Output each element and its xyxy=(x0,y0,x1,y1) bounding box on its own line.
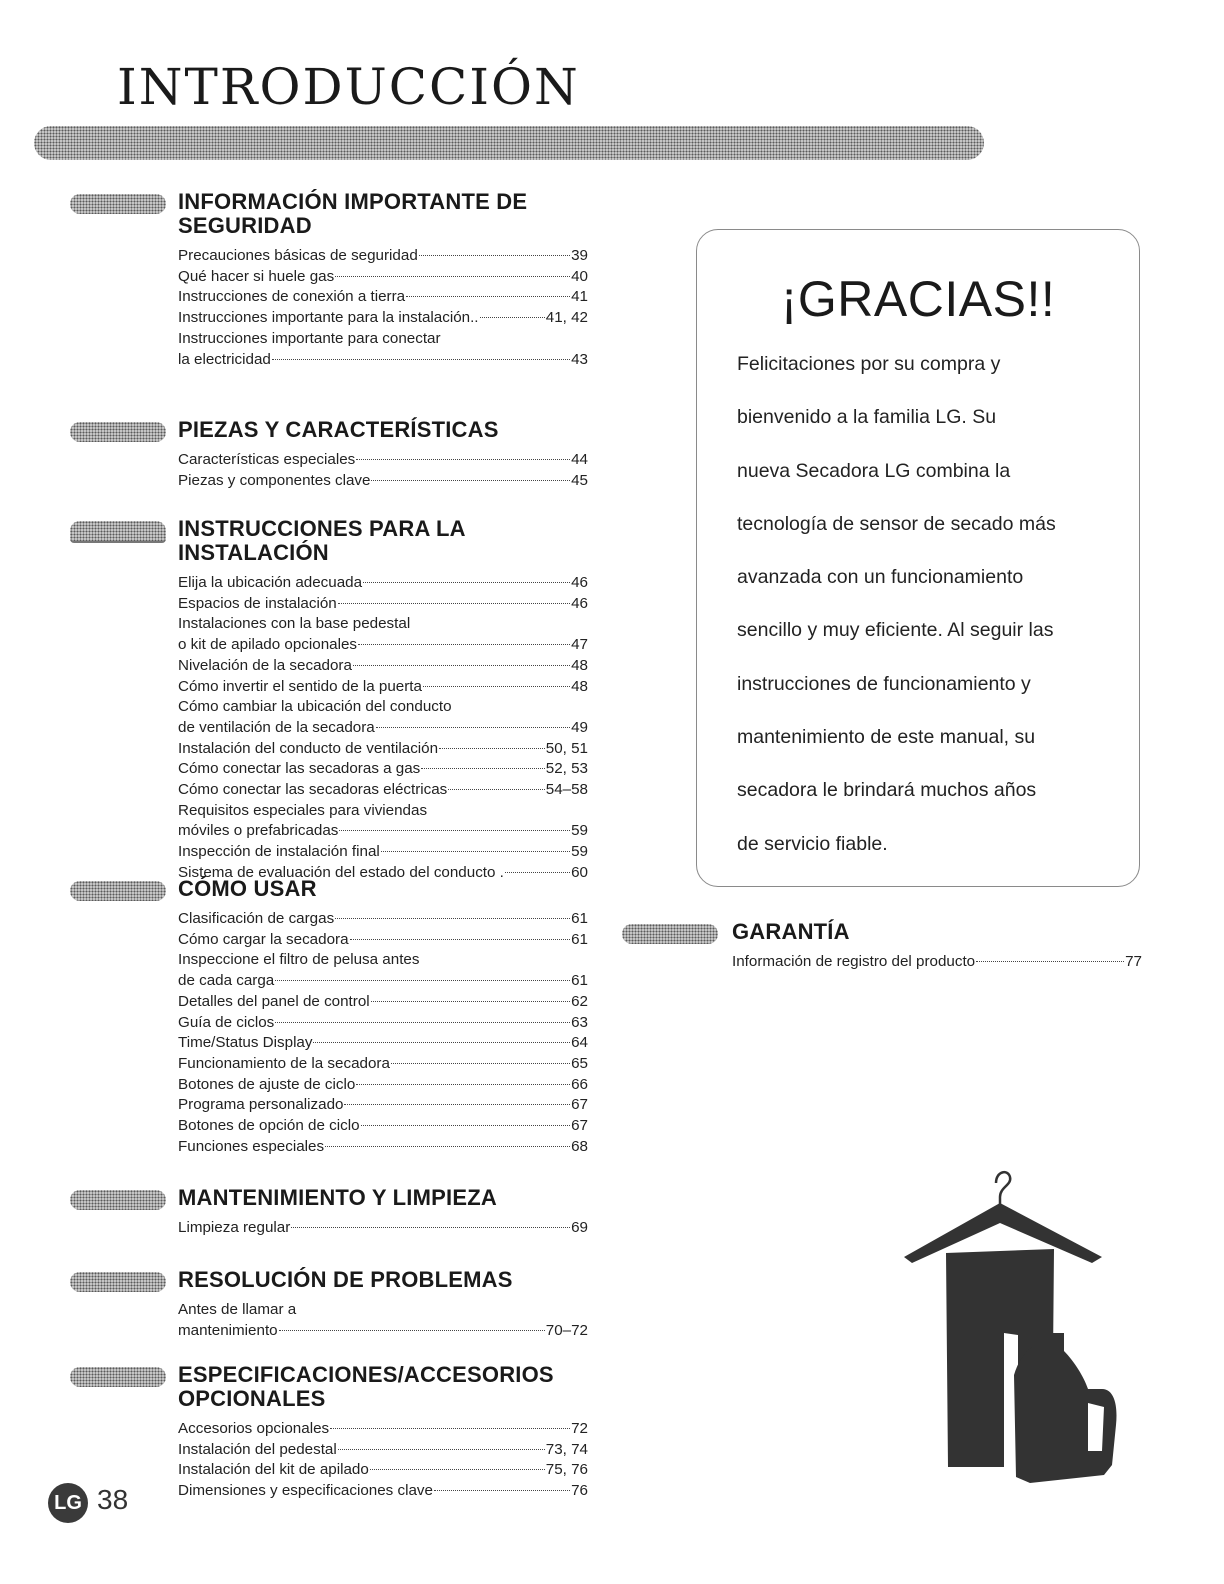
toc-entry-page: 65 xyxy=(571,1054,588,1072)
toc-entry-text: Funcionamiento de la secadora xyxy=(178,1054,390,1072)
toc-entry-text: la electricidad xyxy=(178,350,271,368)
dot-leader xyxy=(421,768,544,769)
thank-you-line: avanzada con un funcionamiento xyxy=(737,566,1024,589)
toc-entry-page: 59 xyxy=(571,822,588,840)
toc-entry xyxy=(178,656,588,677)
toc-section-problemas xyxy=(70,1268,600,1341)
section-marker xyxy=(70,1190,166,1210)
toc-entry-text: Qué hacer si huele gas xyxy=(178,267,335,285)
toc-entry xyxy=(178,1300,588,1321)
toc-entry-text: Guía de ciclos xyxy=(178,1013,275,1031)
toc-entry-page: 62 xyxy=(571,992,588,1010)
toc-entry xyxy=(178,971,588,992)
toc-entry xyxy=(178,1218,588,1239)
toc-entry xyxy=(178,1419,588,1440)
toc-entry-page: 43 xyxy=(571,350,588,368)
section-title: INFORMACIÓN IMPORTANTE DE SEGURIDAD xyxy=(178,189,528,238)
toc-entry xyxy=(178,1054,588,1075)
section-title: PIEZAS Y CARACTERÍSTICAS xyxy=(178,417,499,442)
toc-entry xyxy=(178,1116,588,1137)
toc-list xyxy=(178,573,588,884)
section-marker xyxy=(70,1367,166,1387)
dot-leader xyxy=(376,727,570,728)
dot-leader xyxy=(275,980,570,981)
toc-entry-text: o kit de apilado opcionales xyxy=(178,636,358,654)
toc-section-instalacion xyxy=(70,517,600,884)
toc-entry-text: Dimensiones y especificaciones clave xyxy=(178,1482,433,1500)
dot-leader xyxy=(275,1022,570,1023)
section-marker xyxy=(70,1272,166,1292)
toc-entry xyxy=(732,952,1142,973)
toc-entry-text: mantenimiento xyxy=(178,1321,278,1339)
toc-entry xyxy=(178,842,588,863)
section-marker xyxy=(70,422,166,442)
toc-section-especificaciones xyxy=(70,1363,600,1502)
toc-entry xyxy=(178,1137,588,1158)
dot-leader xyxy=(279,1330,545,1331)
toc-entry xyxy=(178,992,588,1013)
toc-entry-text: Accesorios opcionales xyxy=(178,1420,330,1437)
toc-entry-page: 61 xyxy=(571,910,588,927)
toc-entry xyxy=(178,1440,588,1461)
toc-entry-text: Instalaciones con la base pedestal xyxy=(178,615,411,633)
toc-entry-page: 63 xyxy=(571,1013,588,1031)
toc-entry-text: Limpieza regular xyxy=(178,1219,291,1236)
section-title: INSTRUCCIONES PARA LA INSTALACIÓN xyxy=(178,516,465,565)
toc-entry-page: 54–58 xyxy=(545,781,588,799)
toc-entry xyxy=(178,450,588,471)
section-title: CÓMO USAR xyxy=(178,876,317,901)
thank-you-line: de servicio fiable. xyxy=(737,832,888,855)
toc-section-mantenimiento xyxy=(70,1186,600,1239)
toc-entry xyxy=(178,594,588,615)
toc-entry xyxy=(178,471,588,492)
toc-list xyxy=(178,909,588,1157)
thank-you-line: tecnología de sensor de secado más xyxy=(737,512,1056,535)
toc-entry xyxy=(178,1460,588,1481)
toc-entry xyxy=(178,759,588,780)
toc-entry-text: Antes de llamar a xyxy=(178,1301,297,1318)
dot-leader xyxy=(291,1227,570,1228)
toc-entry-page: 76 xyxy=(571,1482,588,1500)
section-title: RESOLUCIÓN DE PROBLEMAS xyxy=(178,1267,513,1292)
toc-entry-text: Time/Status Display xyxy=(178,1034,313,1052)
thank-you-title: ¡GRACIAS!! xyxy=(780,271,1056,327)
dot-leader xyxy=(358,644,570,645)
dot-leader xyxy=(406,296,570,297)
toc-entry xyxy=(178,909,588,930)
toc-entry xyxy=(178,1095,588,1116)
dot-leader xyxy=(423,686,570,687)
toc-entry-text: Cómo cargar la secadora xyxy=(178,930,349,948)
dot-leader xyxy=(338,603,570,604)
dot-leader xyxy=(419,255,570,256)
dot-leader xyxy=(505,872,570,873)
toc-entry xyxy=(178,1033,588,1054)
toc-entry xyxy=(178,677,588,698)
dot-leader xyxy=(363,582,570,583)
dot-leader xyxy=(339,830,570,831)
toc-entry-text: Cómo conectar las secadoras eléctricas xyxy=(178,781,448,799)
toc-entry-page: 67 xyxy=(571,1117,588,1135)
toc-entry-text: Cómo invertir el sentido de la puerta xyxy=(178,677,422,695)
toc-entry-text: Botones de opción de ciclo xyxy=(178,1117,360,1135)
dot-leader xyxy=(439,748,545,749)
toc-entry xyxy=(178,697,588,718)
toc-entry-page: 52, 53 xyxy=(545,760,588,778)
thank-you-line: sencillo y muy eficiente. Al seguir las xyxy=(737,619,1054,642)
title-banner-bar xyxy=(34,126,984,160)
thank-you-line: nueva Secadora LG combina la xyxy=(737,459,1011,482)
toc-entry-text: Elija la ubicación adecuada xyxy=(178,574,363,591)
dot-leader xyxy=(330,1428,570,1429)
toc-entry-page: 39 xyxy=(571,247,588,264)
toc-section-seguridad xyxy=(70,190,600,370)
toc-entry-page: 46 xyxy=(571,574,588,591)
page-number: 38 xyxy=(97,1484,129,1515)
toc-entry-text: de ventilación de la secadora xyxy=(178,718,375,736)
thank-you-line: Felicitaciones por su compra y xyxy=(737,353,1001,375)
toc-entry xyxy=(178,1481,588,1502)
toc-entry xyxy=(178,780,588,801)
toc-entry-page: 66 xyxy=(571,1075,588,1093)
toc-entry xyxy=(178,246,588,267)
lg-logo: LG xyxy=(48,1483,88,1523)
dot-leader xyxy=(335,918,570,919)
toc-entry xyxy=(178,821,588,842)
toc-entry-text: Instrucciones importante para la instalación.. xyxy=(178,309,479,327)
toc-entry-text: Clasificación de cargas xyxy=(178,910,335,927)
toc-entry-text: Características especiales xyxy=(178,451,356,468)
toc-entry-text: móviles o prefabricadas xyxy=(178,822,339,840)
toc-entry xyxy=(178,1075,588,1096)
thank-you-line: secadora le brindará muchos años xyxy=(737,779,1037,802)
toc-entry-text: Detalles del panel de control xyxy=(178,992,370,1010)
toc-entry-page: 75, 76 xyxy=(545,1461,588,1479)
dot-leader xyxy=(325,1146,570,1147)
toc-entry-text: Precauciones básicas de seguridad xyxy=(178,247,418,264)
thank-you-line: bienvenido a la familia LG. Su xyxy=(737,406,997,429)
thank-you-line: mantenimiento de este manual, su xyxy=(737,726,1036,749)
toc-entry-page: 67 xyxy=(571,1096,588,1114)
toc-entry xyxy=(178,614,588,635)
dot-leader xyxy=(313,1042,570,1043)
toc-entry xyxy=(178,267,588,288)
dot-leader xyxy=(381,851,570,852)
toc-entry-page: 68 xyxy=(571,1137,588,1155)
dot-leader xyxy=(272,359,570,360)
toc-entry xyxy=(178,287,588,308)
toc-entry-text: Nivelación de la secadora xyxy=(178,656,352,674)
hanger-hook-icon xyxy=(996,1172,1010,1205)
toc-entry xyxy=(178,1013,588,1034)
toc-entry-text: Cómo conectar las secadoras a gas xyxy=(178,760,421,778)
dot-leader xyxy=(976,961,1124,962)
toc-entry-page: 61 xyxy=(571,972,588,990)
toc-entry-page: 72 xyxy=(571,1420,588,1437)
toc-entry-text: Piezas y componentes clave xyxy=(178,471,371,489)
toc-entry xyxy=(178,350,588,371)
toc-entry-page: 44 xyxy=(571,451,588,468)
toc-list xyxy=(178,246,588,370)
dot-leader xyxy=(350,939,571,940)
toc-entry-text: Instrucciones de conexión a tierra xyxy=(178,288,406,306)
toc-entry-text: Información de registro del producto xyxy=(732,953,976,970)
toc-entry-page: 60 xyxy=(571,863,588,881)
thank-you-line: instrucciones de funcionamiento y xyxy=(737,672,1031,695)
toc-entry-page: 61 xyxy=(571,930,588,948)
toc-entry xyxy=(178,950,588,971)
dot-leader xyxy=(356,459,570,460)
section-marker xyxy=(70,194,166,214)
toc-entry-page: 70–72 xyxy=(545,1321,588,1339)
detergent-bottle-icon xyxy=(1014,1333,1116,1483)
page-title: INTRODUCCIÓN xyxy=(117,58,580,116)
toc-entry-page: 69 xyxy=(571,1219,588,1236)
toc-entry-text: Instrucciones importante para conectar xyxy=(178,329,441,347)
toc-entry xyxy=(178,801,588,822)
toc-entry-page: 41 xyxy=(571,288,588,306)
dot-leader xyxy=(338,1449,545,1450)
toc-entry-text: Instalación del pedestal xyxy=(178,1440,337,1458)
toc-section-piezas xyxy=(70,418,600,491)
section-marker xyxy=(622,924,718,944)
dot-leader xyxy=(370,1469,545,1470)
toc-entry xyxy=(178,930,588,951)
toc-entry-page: 40 xyxy=(571,267,588,285)
section-title: ESPECIFICACIONES/ACCESORIOS OPCIONALES xyxy=(178,1362,554,1411)
toc-entry xyxy=(178,329,588,350)
section-marker xyxy=(70,881,166,901)
toc-entry-page: 48 xyxy=(571,656,588,674)
toc-entry-page: 77 xyxy=(1125,953,1142,970)
dot-leader xyxy=(335,276,570,277)
dot-leader xyxy=(391,1063,570,1064)
section-title: GARANTÍA xyxy=(732,919,850,944)
toc-entry-text: Cómo cambiar la ubicación del conducto xyxy=(178,698,452,716)
toc-entry-text: Espacios de instalación xyxy=(178,594,337,612)
dot-leader xyxy=(480,317,545,318)
toc-list xyxy=(178,450,588,491)
dot-leader xyxy=(356,1084,570,1085)
dot-leader xyxy=(434,1490,570,1491)
toc-entry-text: de cada carga xyxy=(178,972,275,990)
section-title: MANTENIMIENTO Y LIMPIEZA xyxy=(178,1185,497,1210)
section-marker xyxy=(70,521,166,543)
dot-leader xyxy=(448,789,544,790)
dot-leader xyxy=(371,480,570,481)
toc-entry-page: 49 xyxy=(571,718,588,736)
toc-entry-page: 73, 74 xyxy=(545,1440,588,1458)
toc-entry-page: 50, 51 xyxy=(545,739,588,757)
toc-entry xyxy=(178,573,588,594)
dot-leader xyxy=(344,1104,570,1105)
toc-entry-page: 41, 42 xyxy=(545,309,588,327)
dot-leader xyxy=(361,1125,571,1126)
toc-entry-text: Instalación del conducto de ventilación xyxy=(178,739,439,757)
toc-section-garantia xyxy=(622,920,1152,973)
toc-entry-text: Funciones especiales xyxy=(178,1137,325,1155)
toc-entry-page: 46 xyxy=(571,594,588,612)
toc-entry-text: Requisitos especiales para viviendas xyxy=(178,801,428,819)
toc-entry-text: Inspeccione el filtro de pelusa antes xyxy=(178,951,420,969)
toc-entry-text: Botones de ajuste de ciclo xyxy=(178,1075,356,1093)
toc-entry xyxy=(178,739,588,760)
toc-entry-text: Inspección de instalación final xyxy=(178,843,380,861)
toc-list xyxy=(732,952,1142,973)
toc-entry xyxy=(178,635,588,656)
toc-entry xyxy=(178,718,588,739)
toc-entry-page: 64 xyxy=(571,1034,588,1052)
toc-list xyxy=(178,1218,588,1239)
hanger-towel-detergent-illustration xyxy=(896,1165,1126,1495)
toc-entry-text: Programa personalizado xyxy=(178,1096,344,1114)
toc-list xyxy=(178,1300,588,1341)
toc-entry xyxy=(178,308,588,329)
dot-leader xyxy=(371,1001,570,1002)
toc-entry-text: Instalación del kit de apilado xyxy=(178,1461,369,1479)
toc-entry-page: 48 xyxy=(571,677,588,695)
toc-entry-page: 45 xyxy=(571,471,588,489)
toc-entry-page: 59 xyxy=(571,843,588,861)
thank-you-message xyxy=(737,338,1127,871)
dot-leader xyxy=(353,665,570,666)
toc-section-como-usar xyxy=(70,877,600,1157)
toc-entry-text: Sistema de evaluación del estado del conducto . xyxy=(178,863,504,881)
toc-entry-page: 47 xyxy=(571,636,588,654)
thank-you-box xyxy=(696,229,1140,887)
toc-list xyxy=(178,1419,588,1502)
toc-entry xyxy=(178,1321,588,1342)
